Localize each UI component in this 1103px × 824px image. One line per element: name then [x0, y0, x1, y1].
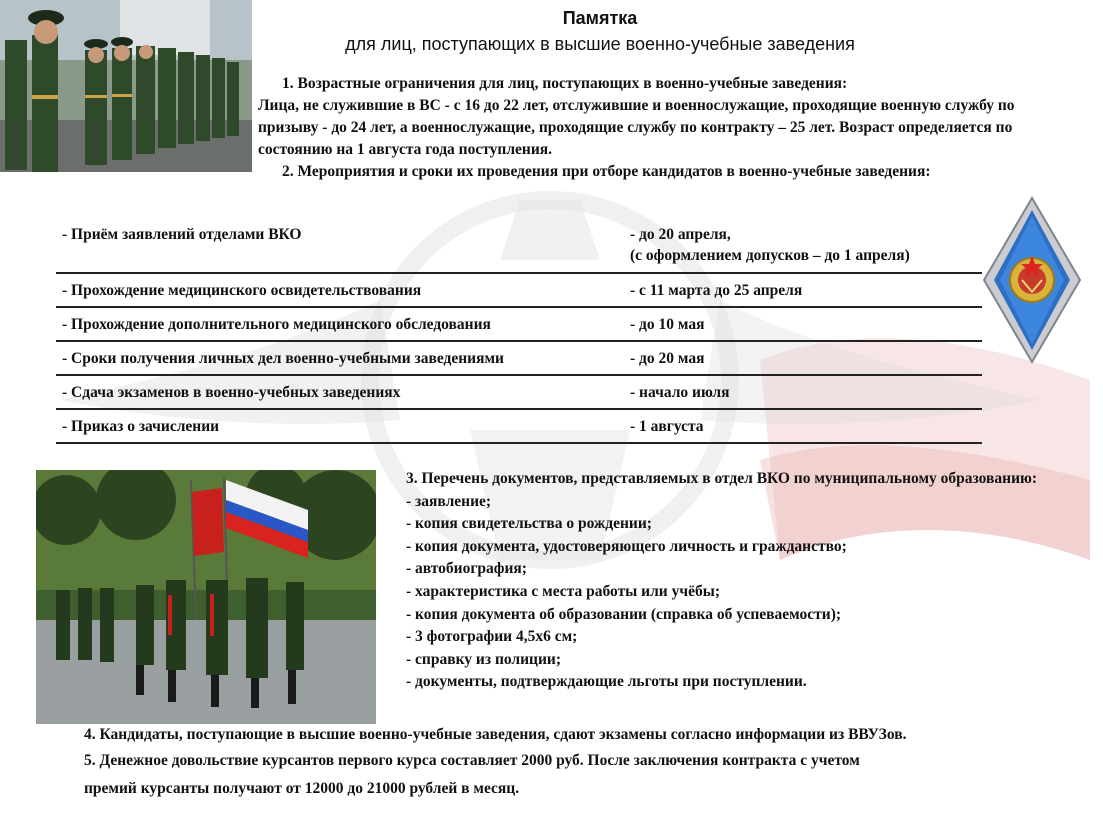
table-row: [56, 220, 982, 273]
table-row: [56, 307, 982, 341]
deadline-cell: - с 11 марта до 25 апреля: [624, 273, 982, 307]
schedule-table: [56, 220, 982, 444]
deadline-cell: - до 20 мая: [624, 341, 982, 375]
section5-line2: премий курсанты получают от 12000 до 21000 рублей в месяц.: [84, 780, 520, 797]
list-item: - справку из полиции;: [406, 650, 562, 668]
section3-heading: 3. Перечень документов, представляемых в отдел ВКО по муниципальному образованию:: [406, 470, 1038, 487]
parade-with-flags-photo: [36, 470, 376, 724]
section2-heading: 2. Мероприятия и сроки их проведения при отборе кандидатов в военно-учебные заведения:: [282, 163, 931, 180]
event-cell: - Прохождение дополнительного медицинского обследования: [56, 307, 624, 341]
list-item: - копия свидетельства о рождении;: [406, 515, 652, 533]
list-item: - 3 фотографии 4,5х6 см;: [406, 628, 578, 646]
deadline-note: (с оформлением допусков – до 1 апреля): [630, 247, 910, 264]
section4-text: 4. Кандидаты, поступающие в высшие военно-учебные заведения, сдают экзамены согласно информации из ВВУЗов.: [84, 726, 907, 743]
deadline-cell: - до 10 мая: [624, 307, 982, 341]
table-row: [56, 341, 982, 375]
deadline-text: - до 20 апреля,: [630, 226, 731, 243]
intro-section: [258, 73, 1070, 183]
list-item: - копия документа об образовании (справка об успеваемости);: [406, 605, 842, 623]
event-cell: - Сроки получения личных дел военно-учебными заведениями: [56, 341, 624, 375]
page-title: Памятка: [562, 8, 638, 28]
documents-list: [406, 491, 1066, 694]
table-row: [56, 273, 982, 307]
deadline-cell: - 1 августа: [624, 409, 982, 443]
list-item: - документы, подтверждающие льготы при поступлении.: [406, 673, 807, 691]
table-row: [56, 375, 982, 409]
event-cell: - Приказ о зачислении: [56, 409, 624, 443]
event-cell: - Сдача экзаменов в военно-учебных заведениях: [56, 375, 624, 409]
list-item: - характеристика с места работы или учёбы;: [406, 582, 720, 600]
list-item: - автобиография;: [406, 560, 527, 578]
deadline-cell: [624, 220, 982, 273]
documents-section: [406, 468, 1066, 694]
notes-section: [84, 722, 1099, 802]
deadline-cell: - начало июля: [624, 375, 982, 409]
page-subtitle: для лиц, поступающих в высшие военно-учебные заведения: [345, 34, 855, 54]
event-cell: - Прохождение медицинского освидетельствования: [56, 273, 624, 307]
section1-text: Лица, не служившие в ВС - с 16 до 22 лет, отслужившие и военнослужащие, проходящие военную службу по призыву - до 24 лет, а военнослужащие, проходящие службу по контракту – 25 лет. Возраст определяется по состоянию на 1 августа года поступления.: [258, 97, 1015, 158]
academy-rhombus-badge-icon: [982, 196, 1082, 364]
table-row: [56, 409, 982, 443]
list-item: - копия документа, удостоверяющего личность и гражданство;: [406, 537, 847, 555]
list-item: - заявление;: [406, 492, 492, 510]
event-cell: - Приём заявлений отделами ВКО: [56, 220, 624, 273]
section1-heading: 1. Возрастные ограничения для лиц, поступающих в военно-учебные заведения:: [282, 75, 848, 92]
section5-line1: 5. Денежное довольствие курсантов первого курса составляет 2000 руб. После заключения контракта с учетом: [84, 752, 860, 769]
